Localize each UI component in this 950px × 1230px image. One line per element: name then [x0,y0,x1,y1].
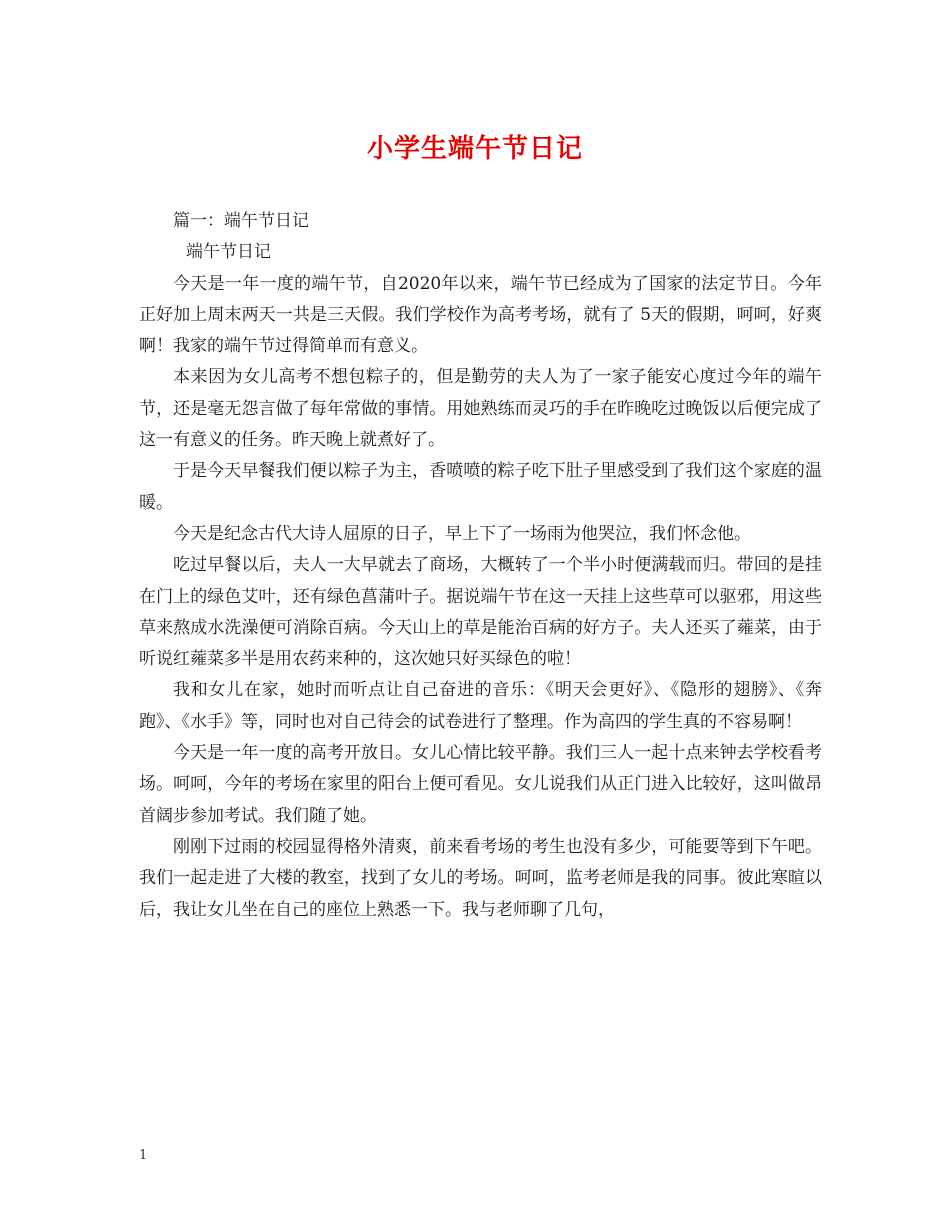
body-paragraph: 刚刚下过雨的校园显得格外清爽，前来看考场的考生也没有多少，可能要等到下午吧。我们一起走进了大楼的教室，找到了女儿的考场。呵呵，监考老师是我的同事。彼此寒暄以后，我让女儿坐在自己的座位上熟悉一下。我与老师聊了几句， [139,836,822,920]
page-number: 1 [139,1148,148,1163]
body-paragraph: 今天是纪念古代大诗人屈原的日子，早上下了一场雨为他哭泣，我们怀念他。 [173,523,751,544]
body-paragraph: 我和女儿在家，她时而听点让自己奋进的音乐：《明天会更好》、《隐形的翅膀》、《奔跑》、《水手》等，同时也对自己待会的试卷进行了整理。作为高四的学生真的不容易啊！ [139,680,822,732]
subsection-heading: 端午节日记 [186,242,271,263]
body-paragraph: 吃过早餐以后，夫人一大早就去了商场，大概转了一个半小时便满载而归。带回的是挂在门上的绿色艾叶，还有绿色菖蒲叶子。据说端午节在这一天挂上这些草可以驱邪，用这些草来熬成水洗澡便可消除百病。今天山上的草是能治百病的好方子。夫人还买了蕹菜，由于听说红蕹菜多半是用农药来种的，这次她只好买绿色的啦！ [139,555,822,670]
body-paragraph: 今天是一年一度的端午节，自2020年以来，端午节已经成为了国家的法定节日。今年正好加上周末两天一共是三天假。我们学校作为高考考场，就有了 5天的假期，呵呵，好爽啊！我家的端午节过得简单而有意义。 [139,273,822,357]
body-paragraph: 本来因为女儿高考不想包粽子的，但是勤劳的夫人为了一家子能安心度过今年的端午节，还是毫无怨言做了每年常做的事情。用她熟练而灵巧的手在昨晚吃过晚饭以后便完成了这一有意义的任务。昨天晚上就煮好了。 [139,367,822,451]
section-heading: 篇一：端午节日记 [173,211,309,231]
body-paragraph: 于是今天早餐我们便以粽子为主，香喷喷的粽子吃下肚子里感受到了我们这个家庭的温暖。 [139,461,822,513]
body-paragraph: 今天是一年一度的高考开放日。女儿心情比较平静。我们三人一起十点来钟去学校看考场。呵呵，今年的考场在家里的阳台上便可看见。女儿说我们从正门进入比较好，这叫做昂首阔步参加考试。我们随了她。 [139,743,822,826]
document-title: 小学生端午节日记 [366,134,583,164]
document-body [139,206,822,926]
